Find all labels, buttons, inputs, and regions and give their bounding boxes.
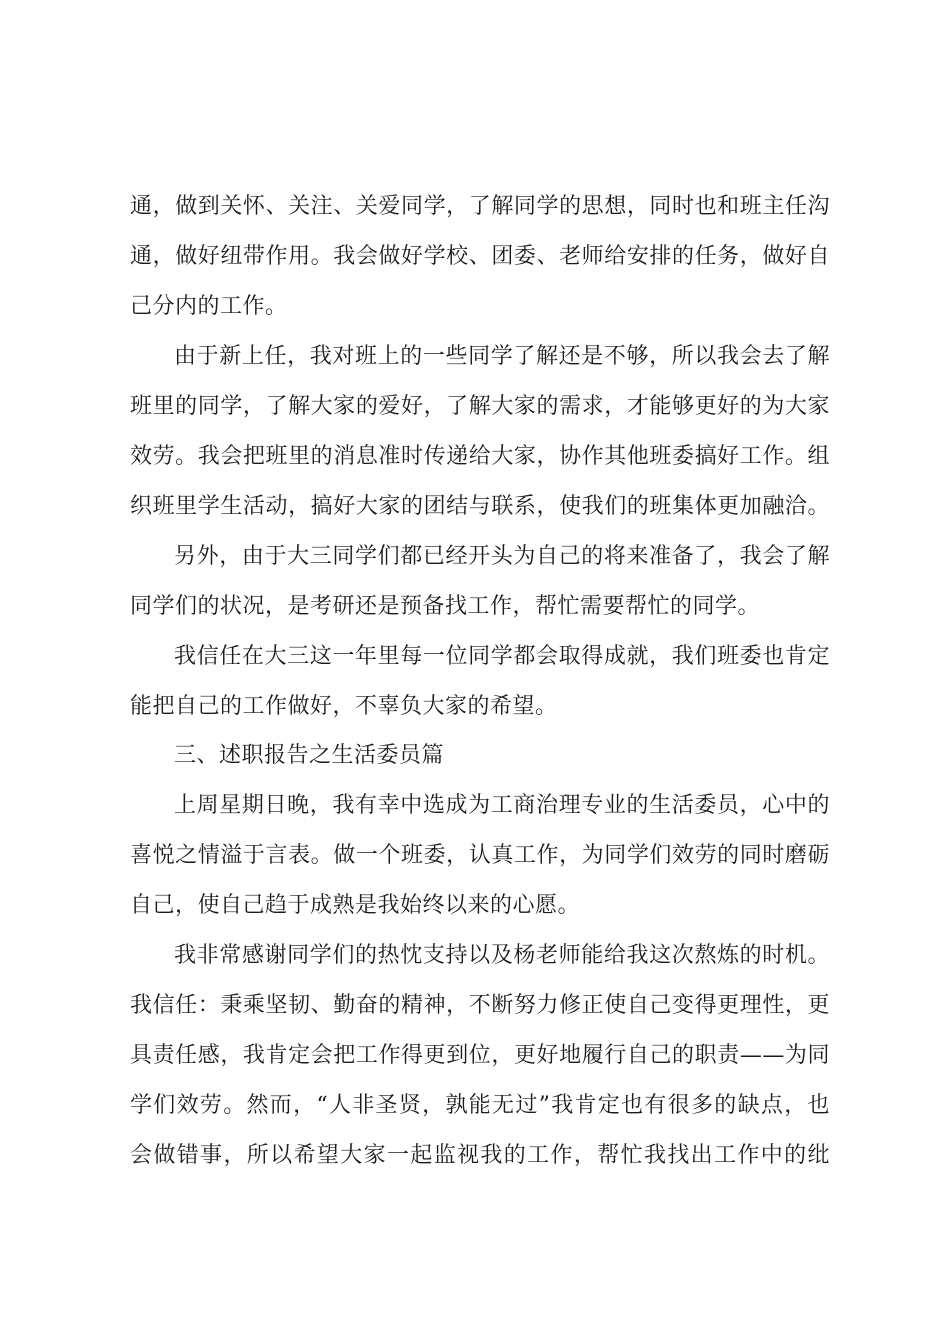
body-text-line: 我信任：秉乘坚韧、勤奋的精神，不断努力修正使自己变得更理性，更 — [130, 993, 830, 1018]
body-text-line: 同学们的状况，是考研还是预备找工作，帮忙需要帮忙的同学。 — [130, 594, 761, 619]
body-text-line: 喜悦之情溢于言表。做一个班委，认真工作，为同学们效劳的同时磨砺 — [130, 843, 830, 868]
body-text-line: 上周星期日晚，我有幸中选成为工商治理专业的生活委员，心中的 — [174, 793, 830, 818]
body-text-line: 由于新上任，我对班上的一些同学了解还是不够，所以我会去了解 — [174, 344, 830, 369]
body-text-line: 己分内的工作。 — [130, 294, 288, 319]
body-text-line: 会做错事，所以希望大家一起监视我的工作，帮忙我找出工作中的纰 — [130, 1143, 830, 1168]
body-text-line: 效劳。我会把班里的消息准时传递给大家，协作其他班委搞好工作。组 — [130, 444, 830, 469]
body-text-line: 班里的同学，了解大家的爱好，了解大家的需求，才能够更好的为大家 — [130, 394, 830, 419]
body-text-line: 具责任感，我肯定会把工作得更到位，更好地履行自己的职责——为同 — [130, 1043, 830, 1068]
body-text-line: 自己，使自己趋于成熟是我始终以来的心愿。 — [130, 893, 581, 918]
body-text-line: 通，做好纽带作用。我会做好学校、团委、老师给安排的任务，做好自 — [130, 244, 830, 269]
body-text-line: 另外，由于大三同学们都已经开头为自己的将来准备了，我会了解 — [174, 544, 830, 569]
body-text-line: 我信任在大三这一年里每一位同学都会取得成就，我们班委也肯定 — [174, 644, 830, 669]
body-text-line: 通，做到关怀、关注、关爱同学，了解同学的思想，同时也和班主任沟 — [130, 194, 830, 219]
body-text-line: 织班里学生活动，搞好大家的团结与联系，使我们的班集体更加融洽。 — [130, 494, 830, 519]
section-heading: 三、述职报告之生活委员篇 — [174, 743, 445, 768]
body-text-line: 我非常感谢同学们的热忱支持以及杨老师能给我这次熬炼的时机。 — [174, 943, 830, 968]
body-text-line: 学们效劳。然而，“人非圣贤，孰能无过”我肯定也有很多的缺点，也 — [130, 1093, 830, 1118]
body-text-line: 能把自己的工作做好，不辜负大家的希望。 — [130, 694, 558, 719]
